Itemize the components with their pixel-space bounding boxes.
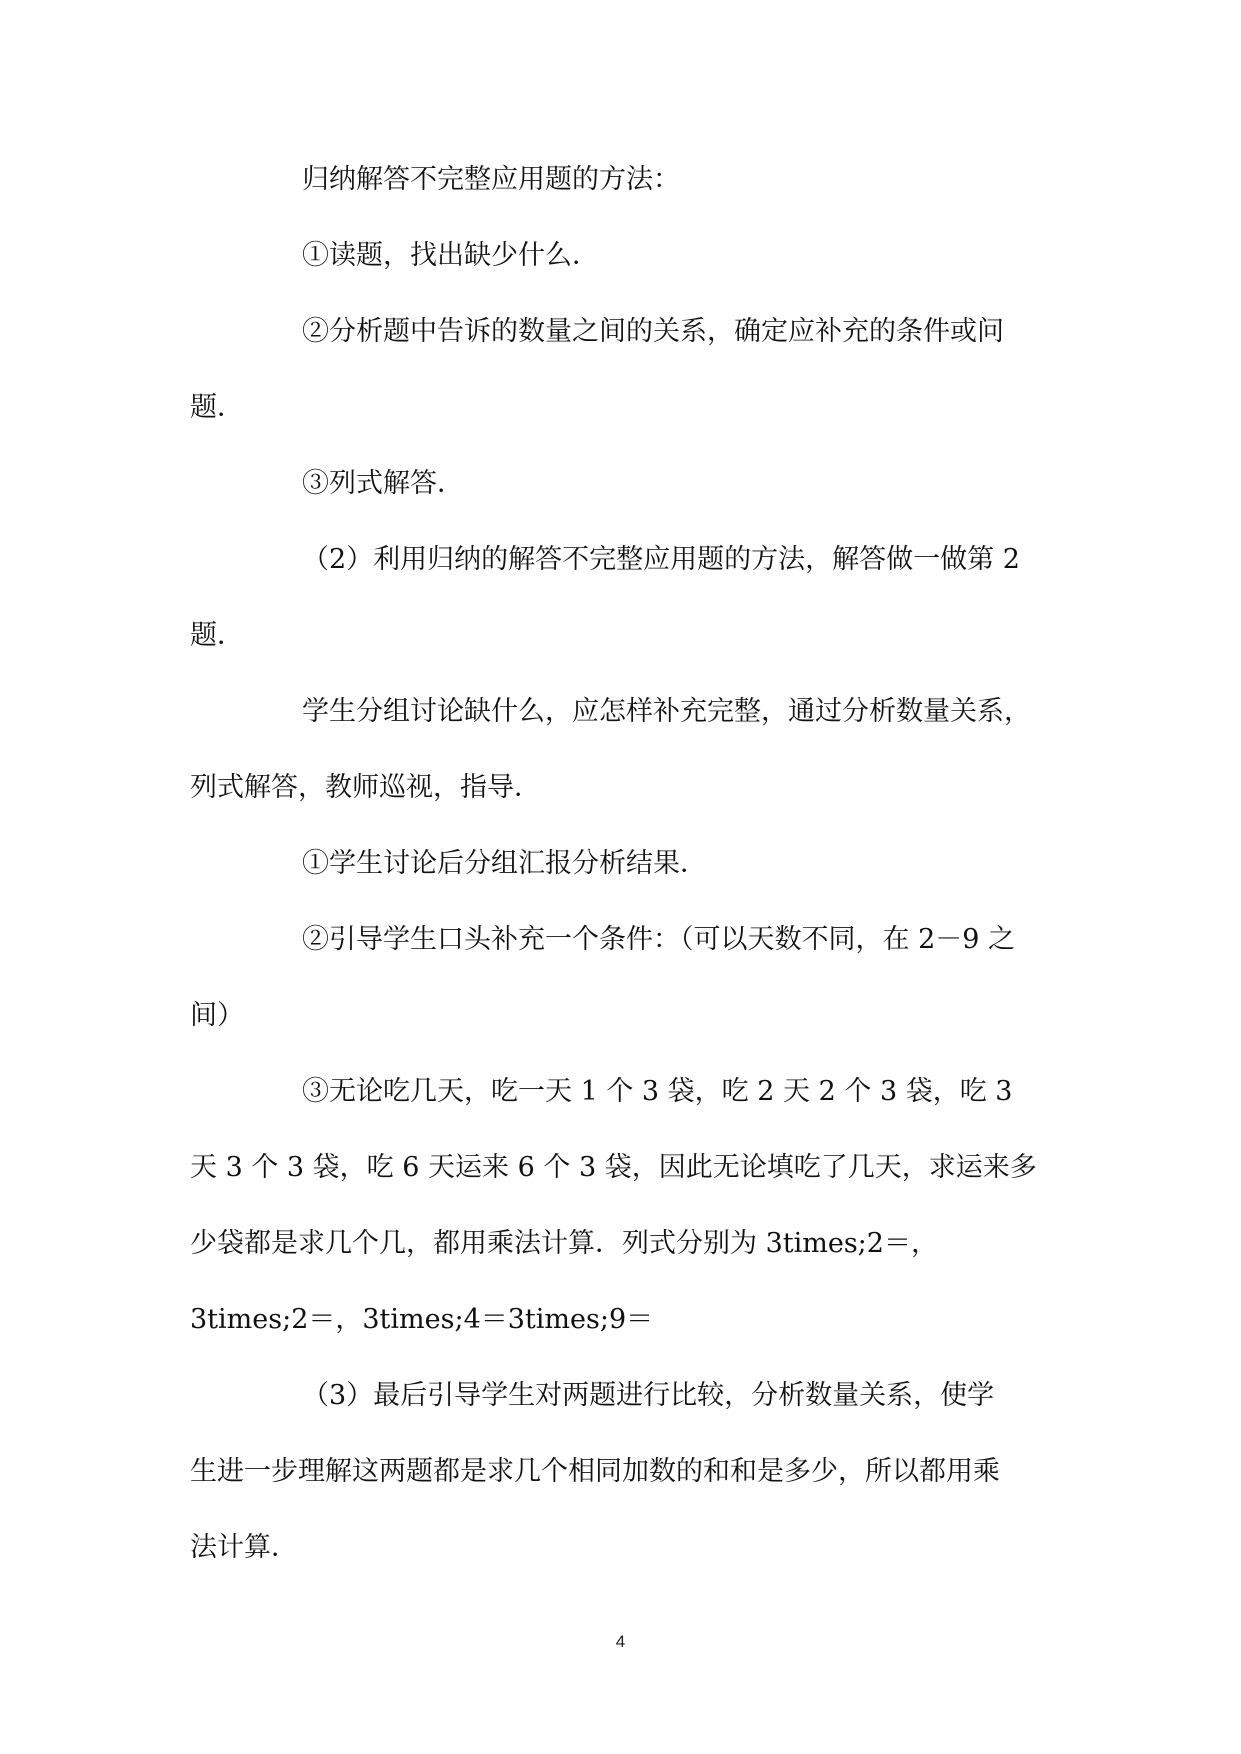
paragraph-line: 题． <box>190 392 244 423</box>
paragraph-line: 间） <box>190 1000 244 1031</box>
paragraph-line: 生进一步理解这两题都是求几个相同加数的和和是多少，所以都用乘 <box>190 1456 1000 1487</box>
paragraph-line: 归纳解答不完整应用题的方法： <box>302 164 680 195</box>
paragraph-line: ③无论吃几天，吃一天 1 个 3 袋，吃 2 天 2 个 3 袋，吃 3 <box>302 1076 1013 1107</box>
paragraph-line: ③列式解答． <box>302 468 464 499</box>
paragraph-line: 列式解答，教师巡视，指导． <box>190 772 541 803</box>
page-number: 4 <box>615 1632 626 1651</box>
paragraph-line: 法计算． <box>190 1532 298 1563</box>
paragraph-line: 题． <box>190 620 244 651</box>
paragraph-line: （3）最后引导学生对两题进行比较，分析数量关系，使学 <box>302 1380 995 1411</box>
paragraph-line: 学生分组讨论缺什么，应怎样补充完整，通过分析数量关系， <box>302 696 1031 727</box>
paragraph-line: ②引导学生口头补充一个条件：（可以天数不同，在 2－9 之 <box>302 924 1016 955</box>
paragraph-line: （2）利用归纳的解答不完整应用题的方法，解答做一做第 2 <box>302 544 1020 575</box>
document-body <box>190 142 1058 1586</box>
paragraph-line: ①读题，找出缺少什么． <box>302 240 599 271</box>
paragraph-line: 3times;2＝，3times;4＝3times;9＝ <box>190 1304 654 1335</box>
paragraph-line: ②分析题中告诉的数量之间的关系，确定应补充的条件或问 <box>302 316 1004 347</box>
paragraph-line: 天 3 个 3 袋，吃 6 天运来 6 个 3 袋，因此无论填吃了几天，求运来多 <box>190 1152 1037 1183</box>
paragraph-line: 少袋都是求几个几，都用乘法计算．列式分别为 3times;2＝， <box>190 1228 938 1259</box>
paragraph-line: ①学生讨论后分组汇报分析结果． <box>302 848 707 879</box>
